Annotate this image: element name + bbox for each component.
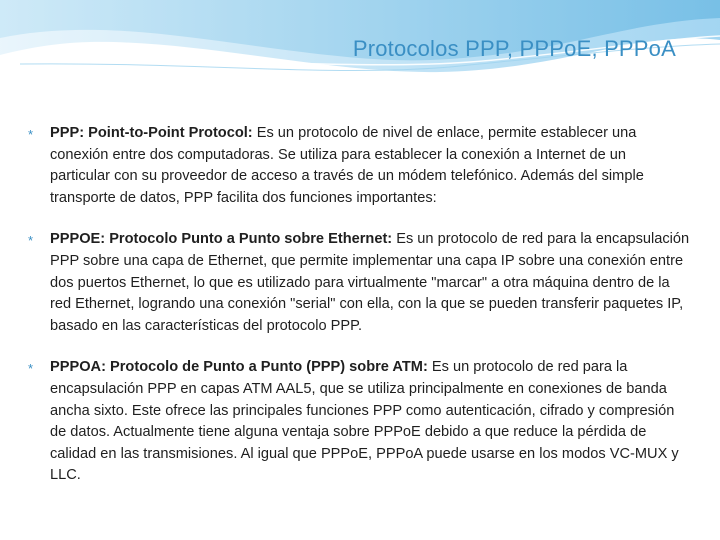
bullet-term: PPPOA: Protocolo de Punto a Punto (PPP) sobre ATM:	[50, 359, 428, 376]
bullet-term: PPP: Point-to-Point Protocol:	[50, 125, 253, 141]
bullet-ppp	[28, 123, 690, 209]
bullet-marker: *	[28, 361, 34, 377]
bullet-text: Es un protocolo de red para la encapsulación PPP sobre una capa de Ethernet, que permite implementar una capa IP sobre una conexión entre dos puertos Ethernet, lo que es utilizado para virtualmente "marcar" a otra máquina dentro de la red Ethernet, logrando una conexión "serial" con ella, con la que se pueden transferir paquetes IP, basado en las características del protocolo PPP.	[50, 231, 690, 334]
bullet-pppoe	[28, 229, 690, 337]
bullet-text: Es un protocolo de nivel de enlace, permite establecer una conexión entre dos computadoras. Se utiliza para establecer la conexión a Internet de un particular con su proveedor de acceso a través de un módem telefónico. Además del simple transporte de datos, PPP facilita dos funciones importantes:	[50, 125, 644, 206]
slide-header	[0, 0, 720, 100]
bullet-marker: *	[28, 127, 34, 142]
slide-title: Protocolos PPP, PPPoE, PPPoA	[352, 36, 676, 61]
bullet-list	[28, 123, 690, 507]
bullet-text: Es un protocolo de red para la encapsulación PPP en capas ATM AAL5, que se utiliza principalmente en conexiones de banda ancha sixto. Este ofrece las principales funciones PPP como autenticación, cifrado y compresión de datos. Actualmente tiene alguna ventaja sobre PPPoE debido a que reduce la pérdida de calidad en las transmisiones. Al igual que PPPoE, PPPoA puede usarse en los modos VC-MUX y LLC.	[50, 359, 679, 484]
bullet-marker: *	[28, 233, 34, 249]
bullet-term: PPPOE: Protocolo Punto a Punto sobre Ethernet:	[50, 231, 393, 248]
bullet-pppoa	[28, 357, 690, 487]
